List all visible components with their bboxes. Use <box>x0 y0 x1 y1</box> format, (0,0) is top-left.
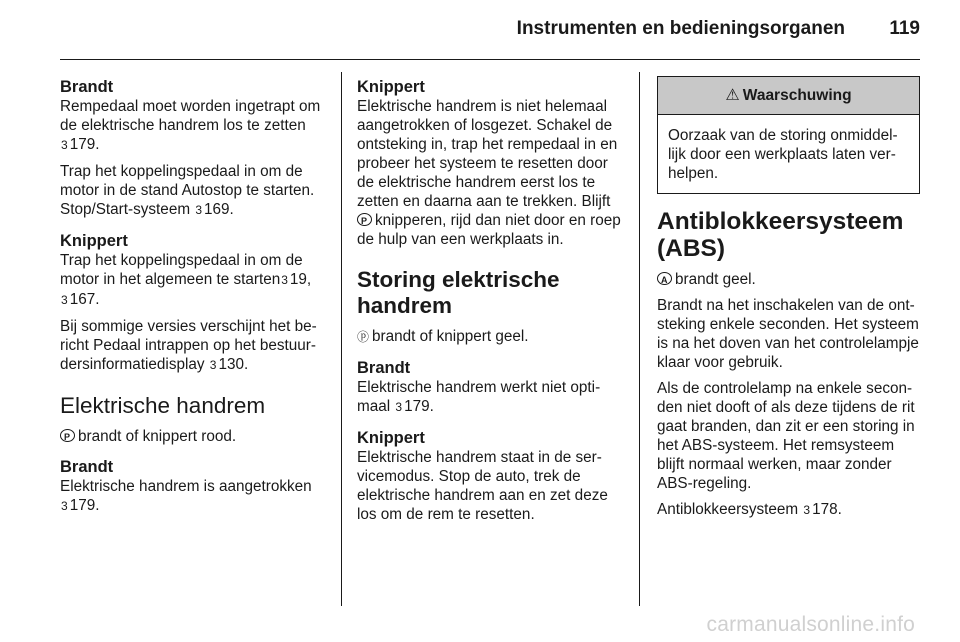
column-middle <box>357 78 625 531</box>
column-divider <box>341 72 342 606</box>
paragraph-text: Elektrische handrem is niet helemaal aangetrokken of losgezet. Schakel de ontsteking in, trap het rempedaal in en probeer het systeem te resetten door de elektrische handrem eerst los te zetten en daarna aan te trekken. Blijft <box>357 98 618 210</box>
page-reference: 179. <box>404 398 434 415</box>
paragraph: Brandt na het inschakelen van de ontsteking enkele seconden. Het systeem is na het doven van het controlelampje klaar voor gebruik. <box>657 297 919 371</box>
abs-icon <box>657 272 672 285</box>
page-reference: 179. <box>69 497 100 514</box>
paragraph: Als de controlelamp na enkele seconden niet dooft of als deze tijdens de rit gaat branden, dan zit er een storing in het ABS-systeem. Het remsysteem blijft normaal werken, maar zonder ABS-regeling. <box>657 380 915 492</box>
paragraph-text: knipperen, rijd dan niet door en roep de hulp van een werkplaats in. <box>357 212 621 248</box>
section-title: Antiblokkeersysteem (ABS) <box>657 208 904 262</box>
column-right <box>657 76 920 527</box>
paragraph-text: Trap het koppelingspedaal in om de motor in de stand Autostop te starten. Stop/Start-systeem <box>60 163 315 218</box>
warning-box <box>657 76 920 194</box>
paragraph <box>657 270 920 289</box>
ref-arrow-icon: 3 <box>395 400 403 414</box>
section-heading: Knippert <box>357 429 425 447</box>
paragraph-text: Antiblokkeersysteem <box>657 501 799 518</box>
column-divider <box>639 72 640 606</box>
ref-arrow-icon: 3 <box>803 503 811 517</box>
header-title: Instrumenten en bedieningsorganen <box>516 18 845 39</box>
page-reference: 167. <box>69 291 100 308</box>
page-reference: 179. <box>69 136 100 153</box>
page-reference: 19, <box>289 271 312 288</box>
paragraph-text: brandt geel. <box>675 271 756 288</box>
page-reference: 178. <box>812 501 842 518</box>
warning-triangle-icon: ⚠ <box>725 87 740 104</box>
paragraph-text: Rempedaal moet worden ingetrapt om de elektrische handrem los te zetten <box>60 98 321 134</box>
ref-arrow-icon: 3 <box>61 499 68 513</box>
section-heading: Knippert <box>60 232 128 250</box>
paragraph <box>357 327 625 347</box>
warning-body: Oorzaak van de storing onmiddellijk door een werkplaats laten verhelpen. <box>668 127 898 182</box>
parking-brake-icon <box>60 429 75 442</box>
header-rule <box>60 59 920 60</box>
page-reference: 130. <box>218 356 249 373</box>
warning-title: Waarschuwing <box>742 87 852 104</box>
paragraph-text: Elektrische handrem is aangetrokken <box>60 478 312 495</box>
section-heading: Brandt <box>60 458 114 476</box>
ref-arrow-icon: 3 <box>61 138 68 152</box>
paragraph <box>357 97 625 249</box>
section-heading: Brandt <box>357 359 411 377</box>
warning-header <box>658 77 919 115</box>
paragraph <box>357 378 625 417</box>
paragraph <box>60 97 326 155</box>
paragraph <box>60 427 326 446</box>
page-reference: 169. <box>204 201 234 218</box>
parking-brake-icon <box>357 213 372 226</box>
paragraph <box>60 317 326 375</box>
paragraph <box>60 251 326 310</box>
column-left <box>60 78 326 523</box>
paragraph <box>657 500 920 520</box>
ref-arrow-icon: 3 <box>209 358 217 372</box>
watermark: carmanualsonline.info <box>706 613 915 636</box>
page-header <box>0 0 960 62</box>
ref-arrow-icon: 3 <box>281 273 288 287</box>
paragraph <box>60 477 326 516</box>
paragraph-text: brandt of knippert rood. <box>78 428 237 445</box>
section-title: Elektrische handrem <box>60 393 266 418</box>
paragraph-text: brandt of knippert geel. <box>372 328 529 345</box>
ref-arrow-icon: 3 <box>61 293 68 307</box>
paragraph-text: Trap het koppelingspedaal in om de motor in het algemeen te starten <box>60 252 303 288</box>
section-title: Storing elektrische handrem <box>357 267 560 318</box>
paragraph <box>60 162 326 220</box>
page-number: 119 <box>889 18 920 39</box>
brake-fault-icon: ⓟ <box>357 330 370 344</box>
section-heading: Brandt <box>60 78 114 96</box>
paragraph: Elektrische handrem staat in de servicemodus. Stop de auto, trek de elektrische handrem aan en zet deze los om de rem te resetten. <box>357 449 608 523</box>
ref-arrow-icon: 3 <box>195 203 203 217</box>
section-heading: Knippert <box>357 78 425 96</box>
paragraph-text: Elektrische handrem werkt niet optimaal <box>357 379 601 415</box>
paragraph-text: Bij sommige versies verschijnt het bericht Pedaal intrappen op het bestuurdersinformatiedisplay <box>60 318 317 373</box>
